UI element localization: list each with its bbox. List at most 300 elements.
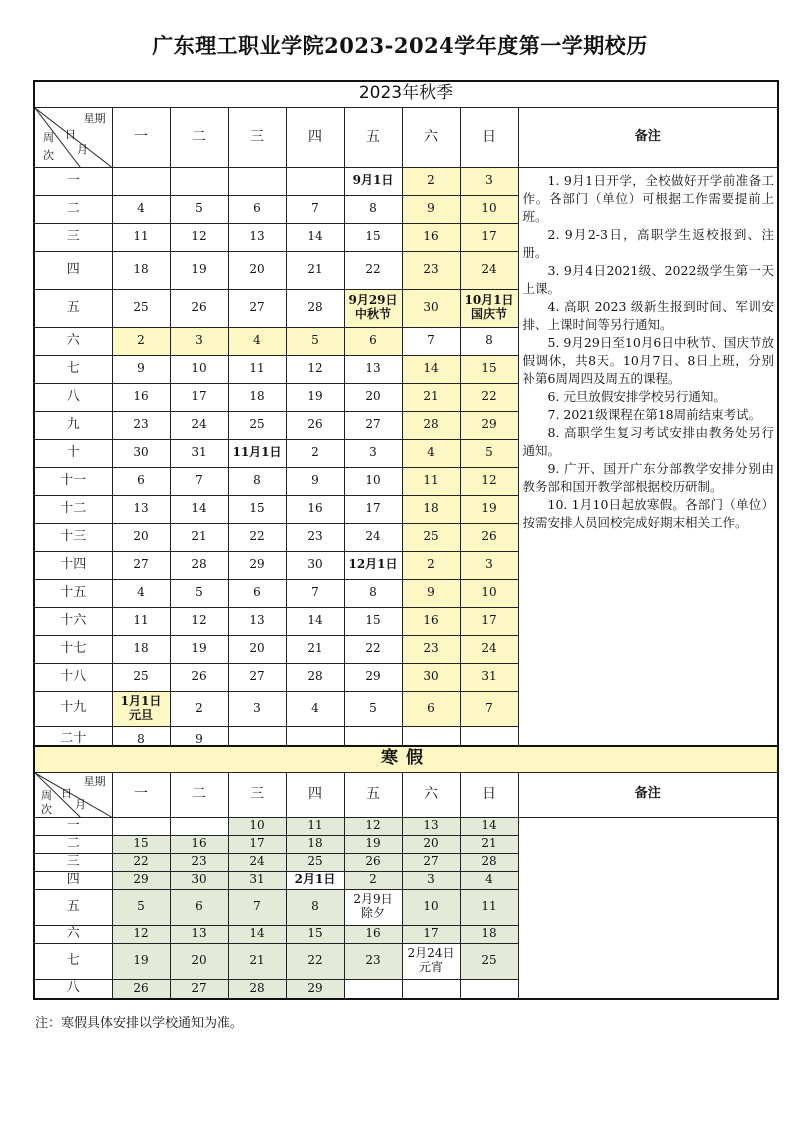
date-text: 24: [249, 854, 265, 869]
weekday-header: 一: [112, 772, 170, 817]
date-cell: [286, 467, 344, 495]
date-text: 13: [191, 926, 207, 941]
date-cell: [460, 607, 518, 635]
date-cell: [402, 835, 460, 853]
date-cell: [112, 889, 170, 925]
date-text: 2月24日: [407, 946, 455, 961]
date-cell: [286, 663, 344, 691]
week-number: 二: [34, 195, 112, 223]
remark-note: 1. 9月1日开学，全校做好开学前准备工作。各部门（单位）可根据工作需要提前上班。: [522, 172, 774, 224]
date-cell: [460, 943, 518, 979]
date-text: 7: [195, 473, 203, 488]
remark-note: 10. 1月10日起放寒假。各部门（单位）按需安排人员回校完成好期末相关工作。: [522, 496, 774, 530]
date-text: 5: [195, 201, 203, 216]
date-cell: [460, 355, 518, 383]
date-text: 4: [427, 445, 435, 460]
date-text: 16: [423, 613, 439, 628]
date-cell: [286, 607, 344, 635]
date-text: 29: [481, 417, 497, 432]
weekday-header: 一: [112, 107, 170, 167]
date-cell: [402, 607, 460, 635]
date-text: 26: [307, 417, 323, 432]
date-text: 20: [365, 389, 381, 404]
date-text: 2: [195, 700, 203, 715]
date-cell: [112, 691, 170, 726]
date-text: 26: [191, 300, 207, 315]
date-cell: [228, 167, 286, 195]
week-number: 七: [34, 943, 112, 979]
date-cell: [228, 871, 286, 889]
date-cell: [344, 195, 402, 223]
date-cell: [460, 495, 518, 523]
week-number: 二十: [34, 726, 112, 754]
date-text: 23: [307, 529, 323, 544]
date-cell: [170, 467, 228, 495]
date-text: 5: [311, 333, 319, 348]
season-title: 2023年秋季: [34, 81, 778, 107]
date-text: 29: [133, 872, 149, 887]
date-cell: [228, 411, 286, 439]
date-text: 8: [137, 731, 145, 746]
week-number: 十: [34, 439, 112, 467]
date-text: 8: [369, 585, 377, 600]
date-text: 11: [423, 473, 439, 488]
date-cell: [460, 411, 518, 439]
date-cell: [286, 979, 344, 999]
corner-month-label: 月: [77, 142, 88, 156]
date-text: 2: [369, 872, 377, 887]
date-cell: [402, 467, 460, 495]
date-text: 21: [191, 529, 207, 544]
date-text: 28: [423, 417, 439, 432]
remarks-cell: [518, 817, 778, 999]
date-cell: [170, 439, 228, 467]
date-text: 30: [423, 300, 439, 315]
week-number: 十七: [34, 635, 112, 663]
date-cell: [228, 925, 286, 943]
date-cell: [170, 835, 228, 853]
date-cell: [112, 579, 170, 607]
date-cell: [286, 871, 344, 889]
weekday-header: 二: [170, 772, 228, 817]
date-text: 11: [481, 899, 497, 914]
date-text: 5: [195, 585, 203, 600]
date-text: 12: [191, 229, 207, 244]
date-cell: [460, 691, 518, 726]
date-cell: [112, 925, 170, 943]
date-text: 13: [133, 501, 149, 516]
date-cell: [228, 195, 286, 223]
date-text: 3: [485, 557, 493, 572]
date-cell: [170, 663, 228, 691]
date-cell: [402, 195, 460, 223]
date-cell: [344, 523, 402, 551]
weekday-header: 三: [228, 772, 286, 817]
date-text: 15: [249, 501, 265, 516]
footnote: 注：寒假具体安排以学校通知为准。: [35, 1016, 244, 1031]
date-cell: [112, 523, 170, 551]
date-text: 2月9日: [353, 892, 393, 907]
date-cell: [402, 355, 460, 383]
week-number: 三: [34, 853, 112, 871]
date-text: 15: [365, 229, 381, 244]
date-text: 15: [481, 361, 497, 376]
date-text: 2: [137, 333, 145, 348]
date-text: 21: [249, 953, 265, 968]
date-cell: [402, 411, 460, 439]
date-cell: [228, 943, 286, 979]
winter-banner: 寒假: [34, 746, 778, 772]
date-cell: [228, 663, 286, 691]
week-number: 一: [34, 817, 112, 835]
date-cell: [460, 979, 518, 999]
date-text: 28: [307, 669, 323, 684]
week-number: 十一: [34, 467, 112, 495]
date-cell: [112, 383, 170, 411]
date-text: 22: [249, 529, 265, 544]
date-text: 30: [133, 445, 149, 460]
date-text: 24: [481, 641, 497, 656]
date-cell: [228, 289, 286, 327]
date-text: 13: [365, 361, 381, 376]
week-number: 九: [34, 411, 112, 439]
date-cell: [228, 495, 286, 523]
week-row: [34, 817, 778, 835]
date-text: 29: [307, 980, 323, 995]
date-text: 31: [191, 445, 207, 460]
week-number: 八: [34, 383, 112, 411]
date-cell: [460, 817, 518, 835]
date-text: 4: [137, 201, 145, 216]
date-text: 22: [133, 854, 149, 869]
date-cell: [460, 871, 518, 889]
date-cell: [170, 853, 228, 871]
date-text: 22: [307, 953, 323, 968]
date-cell: [460, 579, 518, 607]
date-text: 2: [427, 173, 435, 188]
corner-day-label: 日: [65, 127, 76, 141]
date-text: 29: [365, 669, 381, 684]
date-cell: [402, 495, 460, 523]
date-text: 20: [249, 641, 265, 656]
date-cell: [402, 167, 460, 195]
date-text: 21: [481, 836, 497, 851]
corner-number-label: 次: [43, 148, 54, 162]
date-cell: [460, 439, 518, 467]
week-number: 十五: [34, 579, 112, 607]
date-text: 15: [365, 613, 381, 628]
corner-weekday-label: 星期: [83, 774, 106, 788]
date-text: 1月1日: [120, 693, 162, 708]
date-text: 30: [423, 669, 439, 684]
date-cell: [286, 889, 344, 925]
date-cell: [228, 551, 286, 579]
date-cell: [170, 289, 228, 327]
date-cell: [344, 943, 402, 979]
corner-week-label: 周: [43, 130, 54, 144]
date-cell: [460, 251, 518, 289]
date-text: 13: [423, 818, 439, 833]
week-number: 六: [34, 327, 112, 355]
week-number: 一: [34, 167, 112, 195]
date-text: 31: [481, 669, 497, 684]
date-text: 17: [423, 926, 439, 941]
date-text: 6: [253, 585, 261, 600]
date-text: 4: [485, 872, 493, 887]
date-text: 6: [369, 333, 377, 348]
date-text: 6: [195, 899, 203, 914]
date-cell: [170, 817, 228, 835]
date-cell: [402, 663, 460, 691]
date-cell: [170, 195, 228, 223]
date-cell: [460, 383, 518, 411]
date-text: 28: [307, 300, 323, 315]
remark-note: 2. 9月2-3日，高职学生返校报到、注册。: [522, 226, 774, 260]
remarks-header: 备注: [518, 772, 778, 817]
date-cell: [460, 925, 518, 943]
date-text: 7: [311, 585, 319, 600]
date-text: 5: [369, 700, 377, 715]
weekday-header: 日: [460, 772, 518, 817]
date-cell: [344, 607, 402, 635]
date-text: 3: [369, 445, 377, 460]
date-cell: [112, 551, 170, 579]
date-text: 9: [427, 585, 435, 600]
date-text: 13: [249, 613, 265, 628]
date-text: 10: [249, 818, 265, 833]
date-text: 17: [481, 613, 497, 628]
date-text: 4: [311, 700, 319, 715]
date-text: 14: [191, 501, 207, 516]
date-text: 26: [133, 980, 149, 995]
date-text: 15: [133, 836, 149, 851]
date-cell: [402, 943, 460, 979]
date-cell: [344, 979, 402, 999]
date-text: 12: [481, 473, 497, 488]
date-cell: [228, 817, 286, 835]
date-text: 17: [249, 836, 265, 851]
date-cell: [228, 439, 286, 467]
date-text: 10: [365, 473, 381, 488]
date-cell: [460, 289, 518, 327]
date-cell: [286, 439, 344, 467]
corner-week-label: 周: [41, 788, 52, 802]
date-cell: [286, 327, 344, 355]
date-cell: [402, 635, 460, 663]
date-cell: [402, 925, 460, 943]
date-cell: [344, 355, 402, 383]
date-cell: [112, 439, 170, 467]
date-cell: [402, 691, 460, 726]
weekday-header: 四: [286, 107, 344, 167]
date-cell: [228, 635, 286, 663]
date-text: 11: [133, 229, 149, 244]
week-number: 四: [34, 871, 112, 889]
date-text: 23: [365, 953, 381, 968]
date-cell: [228, 251, 286, 289]
date-text: 25: [423, 529, 439, 544]
week-number: 十三: [34, 523, 112, 551]
date-cell: [112, 167, 170, 195]
date-text: 22: [365, 641, 381, 656]
date-cell: [460, 195, 518, 223]
date-text: 19: [307, 389, 323, 404]
date-cell: [344, 467, 402, 495]
autumn-calendar-table: [33, 80, 779, 755]
date-text: 16: [365, 926, 381, 941]
winter-vacation-table: [33, 745, 779, 1000]
weekday-header: 日: [460, 107, 518, 167]
date-text: 2: [427, 557, 435, 572]
remark-note: 8. 高职学生复习考试安排由教务处另行通知。: [522, 424, 774, 458]
date-text: 17: [365, 501, 381, 516]
page-title: 广东理工职业学院2023-2024学年度第一学期校历: [152, 33, 648, 58]
date-cell: [460, 327, 518, 355]
date-cell: [402, 889, 460, 925]
date-text: 29: [249, 557, 265, 572]
date-cell: [286, 251, 344, 289]
date-text: 16: [133, 389, 149, 404]
date-cell: [112, 251, 170, 289]
date-text: 7: [485, 700, 493, 715]
date-text: 20: [423, 836, 439, 851]
date-text: 11: [133, 613, 149, 628]
date-text: 6: [253, 201, 261, 216]
date-text: 5: [137, 899, 145, 914]
date-cell: [402, 817, 460, 835]
date-cell: [344, 817, 402, 835]
week-number: 十四: [34, 551, 112, 579]
date-text: 21: [307, 262, 323, 277]
date-text: 19: [481, 501, 497, 516]
date-cell: [344, 853, 402, 871]
date-cell: [112, 853, 170, 871]
week-number: 十六: [34, 607, 112, 635]
date-cell: [112, 355, 170, 383]
corner-day-label: 日: [61, 786, 72, 800]
date-cell: [344, 925, 402, 943]
date-text: 9: [427, 201, 435, 216]
date-cell: [170, 979, 228, 999]
corner-header: [34, 772, 112, 817]
date-cell: [402, 853, 460, 871]
date-text: 4: [253, 333, 261, 348]
date-cell: [344, 251, 402, 289]
date-text: 9月1日: [352, 173, 394, 188]
date-text: 元宵: [418, 960, 443, 974]
date-cell: [170, 523, 228, 551]
date-text: 国庆节: [470, 307, 507, 321]
date-text: 10: [423, 899, 439, 914]
date-cell: [286, 411, 344, 439]
date-cell: [344, 635, 402, 663]
date-cell: [170, 551, 228, 579]
date-cell: [170, 607, 228, 635]
date-text: 12: [307, 361, 323, 376]
date-cell: [402, 979, 460, 999]
date-text: 23: [133, 417, 149, 432]
date-cell: [286, 635, 344, 663]
week-number: 二: [34, 835, 112, 853]
date-text: 28: [481, 854, 497, 869]
date-text: 6: [427, 700, 435, 715]
date-text: 24: [481, 262, 497, 277]
date-cell: [170, 635, 228, 663]
date-cell: [112, 223, 170, 251]
date-cell: [460, 467, 518, 495]
date-text: 27: [191, 980, 207, 995]
corner-weekday-label: 星期: [83, 111, 106, 125]
date-cell: [344, 691, 402, 726]
date-text: 20: [133, 529, 149, 544]
date-text: 28: [249, 980, 265, 995]
date-cell: [344, 835, 402, 853]
date-text: 20: [249, 262, 265, 277]
date-cell: [344, 327, 402, 355]
date-cell: [460, 853, 518, 871]
date-text: 26: [481, 529, 497, 544]
weekday-header: 六: [402, 772, 460, 817]
date-cell: [402, 223, 460, 251]
date-text: 18: [133, 262, 149, 277]
date-text: 16: [307, 501, 323, 516]
date-cell: [112, 467, 170, 495]
date-text: 7: [311, 201, 319, 216]
date-cell: [344, 889, 402, 925]
date-text: 5: [485, 445, 493, 460]
date-text: 3: [253, 700, 261, 715]
date-cell: [286, 925, 344, 943]
remark-note: 3. 9月4日2021级、2022级学生第一天上课。: [522, 262, 774, 296]
date-text: 10: [481, 201, 497, 216]
date-cell: [112, 495, 170, 523]
date-text: 14: [481, 818, 497, 833]
remark-note: 4. 高职 2023 级新生报到时间、军训安排、上课时间等另行通知。: [522, 298, 774, 332]
week-number: 八: [34, 979, 112, 999]
date-cell: [228, 691, 286, 726]
remark-note: 7. 2021级课程在第18周前结束考试。: [547, 406, 762, 422]
date-cell: [286, 943, 344, 979]
date-text: 10: [191, 361, 207, 376]
date-cell: [286, 579, 344, 607]
date-text: 14: [423, 361, 439, 376]
date-cell: [112, 327, 170, 355]
date-text: 18: [481, 926, 497, 941]
date-cell: [170, 943, 228, 979]
date-cell: [344, 871, 402, 889]
date-text: 24: [365, 529, 381, 544]
date-text: 28: [191, 557, 207, 572]
date-text: 14: [307, 229, 323, 244]
week-number: 七: [34, 355, 112, 383]
date-text: 元旦: [128, 707, 153, 722]
date-cell: [112, 871, 170, 889]
weekday-header: 三: [228, 107, 286, 167]
week-number: 十八: [34, 663, 112, 691]
date-cell: [228, 579, 286, 607]
date-cell: [344, 495, 402, 523]
date-text: 12月1日: [348, 557, 398, 572]
date-text: 7: [253, 899, 261, 914]
date-cell: [228, 223, 286, 251]
date-text: 9: [311, 473, 319, 488]
date-cell: [170, 889, 228, 925]
week-number: 十九: [34, 691, 112, 726]
date-text: 13: [249, 229, 265, 244]
week-number: 十二: [34, 495, 112, 523]
date-text: 27: [249, 669, 265, 684]
date-text: 9: [195, 731, 203, 746]
